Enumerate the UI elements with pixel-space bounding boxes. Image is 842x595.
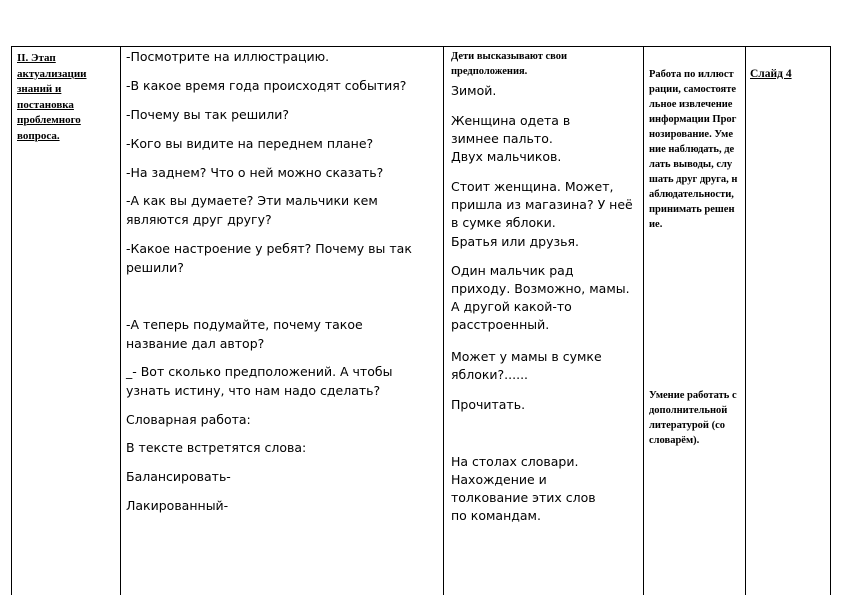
student-answer: Братья или друзья. [451, 234, 580, 249]
student-answer: Зимой. [451, 83, 497, 98]
teacher-line: _- Вот сколько предположений. А чтобы узнать истину, что нам надо сделать? [126, 364, 393, 398]
stage-cell [17, 46, 117, 595]
student-answer: Прочитать. [451, 397, 526, 412]
teacher-line: Словарная работа: [126, 412, 251, 427]
teacher-line: -А как вы думаете? Эти мальчики кем являются друг другу? [126, 193, 378, 227]
teacher-line: В тексте встретятся слова: [126, 440, 307, 455]
teacher-line: -Какое настроение у ребят? Почему вы так решили? [126, 241, 412, 275]
students-intro: Дети высказывают свои предположения. [451, 51, 568, 77]
uud-second: Умение работать с дополнительной литературой (со словарём). [649, 390, 737, 446]
teacher-line: Лакированный- [126, 498, 229, 513]
teacher-line: -Почему вы так решили? [126, 107, 290, 122]
column-divider [745, 46, 746, 595]
column-divider [643, 46, 644, 595]
student-answer: Двух мальчиков. [451, 149, 562, 164]
student-answer: Стоит женщина. Может, пришла из магазина? У неё в сумке яблоки. [451, 179, 633, 230]
column-divider [830, 46, 831, 595]
student-answer: Один мальчик рад приходу. Возможно, мамы. А другой какой-то расстроенный. [451, 263, 630, 332]
lesson-table [11, 46, 831, 595]
teacher-line: -В какое время года происходят события? [126, 78, 407, 93]
uud-first: Работа по иллюстрации, самостоятельное извлечение информации Прогнозирование. Умение наблюдать, делать выводы, слушать друг друга, наблюдательности, принимать решение. [649, 69, 738, 230]
slide-cell [750, 46, 828, 595]
teacher-line: -Кого вы видите на переднем плане? [126, 136, 374, 151]
column-divider [11, 46, 12, 595]
column-divider [120, 46, 121, 595]
student-answer: На столах словари. Нахождение и толкование этих слов по командам. [451, 454, 596, 523]
student-answer: Может у мамы в сумке яблоки?...... [451, 349, 602, 382]
teacher-line: -На заднем? Что о ней можно сказать? [126, 165, 384, 180]
students-activity-cell [451, 46, 641, 595]
student-answer: Женщина одета в зимнее пальто. [451, 113, 571, 146]
stage-title: II. Этап актуализации знаний и постановка проблемного вопроса. [17, 52, 87, 142]
teacher-line: Балансировать- [126, 469, 231, 484]
teacher-line: -Посмотрите на иллюстрацию. [126, 49, 330, 64]
uud-cell [649, 46, 741, 595]
teacher-activity-cell [126, 46, 442, 595]
teacher-line: -А теперь подумайте, почему такое название дал автор? [126, 317, 363, 351]
column-divider [443, 46, 444, 595]
slide-label: Слайд 4 [750, 68, 792, 80]
